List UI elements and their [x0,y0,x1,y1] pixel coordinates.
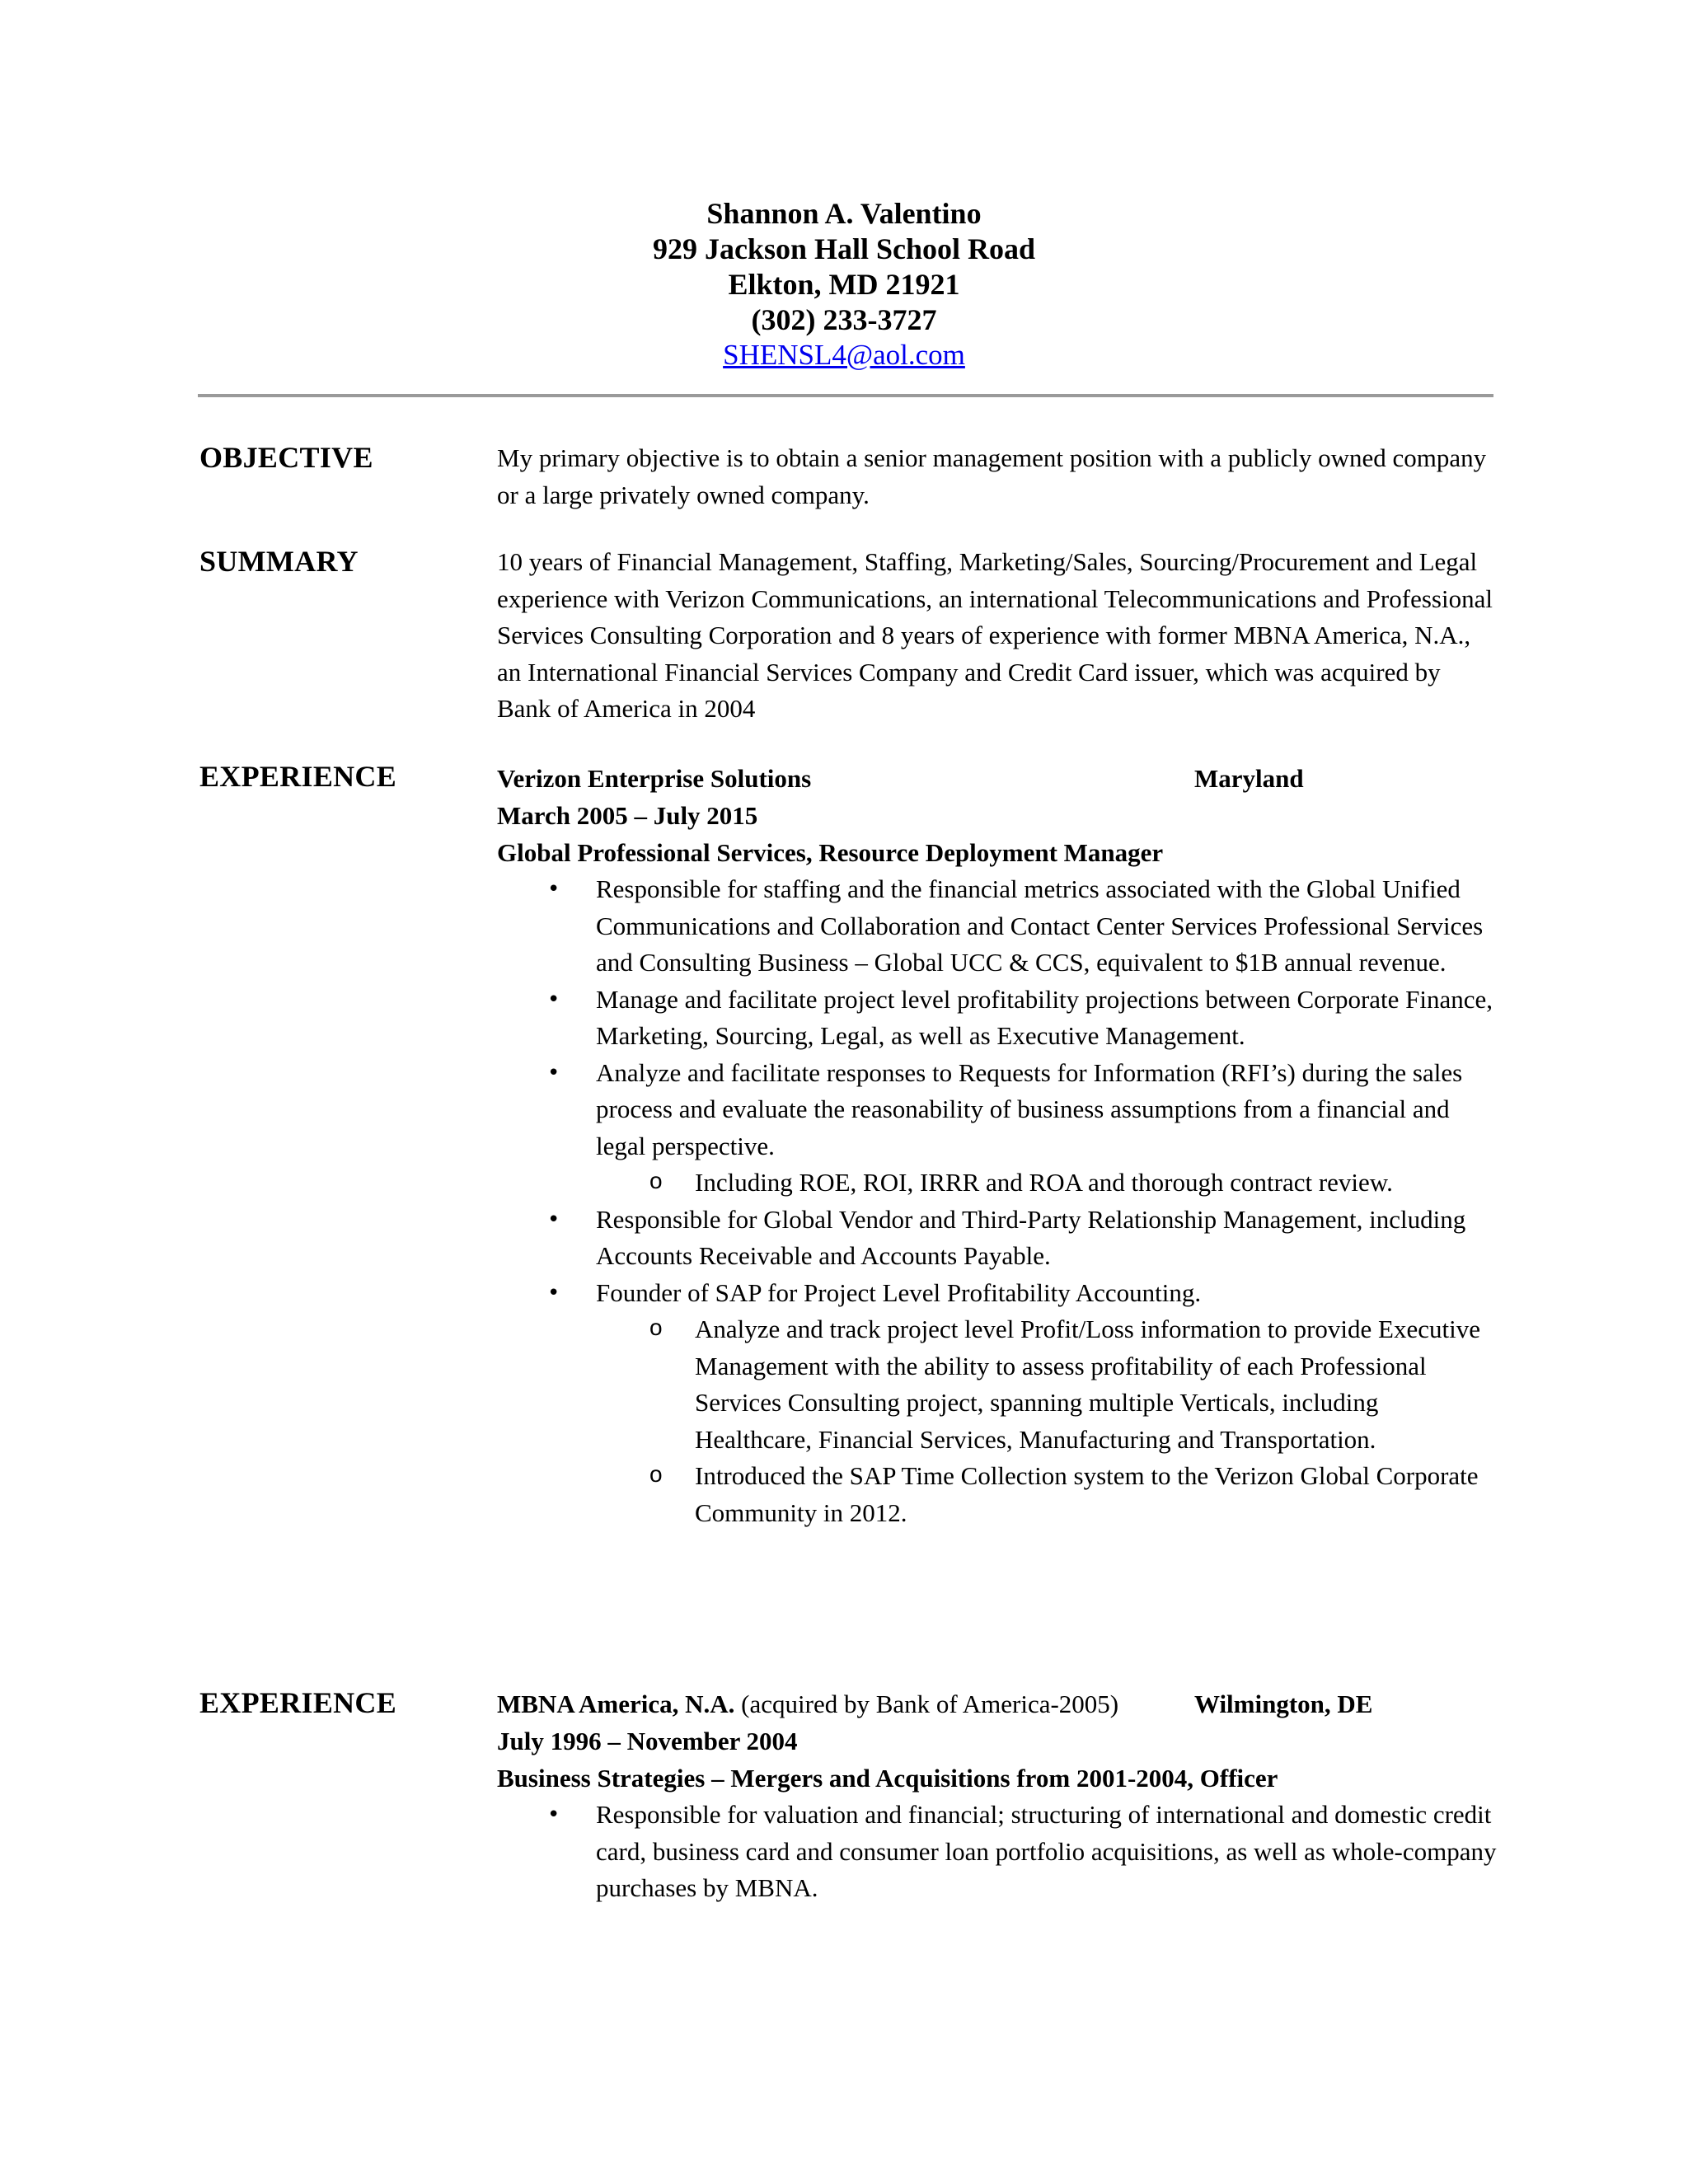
job-company-row [497,1685,1498,1722]
experience-heading-2: EXPERIENCE [199,1686,397,1719]
bullet-icon: • [547,1060,560,1085]
city-state-zip: Elkton, MD 21921 [728,268,960,301]
sub-duty-list [497,1311,1498,1531]
job-company-row [497,760,1498,797]
job-dates: March 2005 – July 2015 [497,801,758,830]
job-title: Global Professional Services, Resource Deployment Manager [497,838,1164,867]
sub-duty-group [497,1165,1498,1202]
phone-number: (302) 233-3727 [751,303,937,336]
job-company: MBNA America, N.A. [497,1690,735,1718]
summary-text: 10 years of Financial Management, Staffing, Marketing/Sales, Sourcing/Procurement and Legal experience with Verizon Communications, an international Telecommunications and Professional Services Consulting Corporation and 8 years of experience with former MBNA America, N.A., an International Financial Services Company and Credit Card issuer, which was acquired by Bank of America in 2004 [497,547,1493,723]
objective-heading: OBJECTIVE [199,441,373,474]
duty-item [497,1055,1498,1165]
applicant-name: Shannon A. Valentino [706,197,982,230]
objective-section [497,440,1498,513]
duty-text: Responsible for Global Vendor and Third-Party Relationship Management, including Accounts Receivable and Accounts Payable. [596,1204,1466,1270]
bullet-icon: • [547,877,560,902]
job-company: Verizon Enterprise Solutions [497,764,812,793]
job-location: Wilmington, DE [1194,1690,1373,1718]
header-divider [198,394,1493,397]
job-title: Business Strategies – Mergers and Acquisitions from 2001-2004, Officer [497,1764,1278,1793]
duty-text: Manage and facilitate project level profitability projections between Corporate Finance, Marketing, Sourcing, Legal, as well as Executive Management. [596,984,1493,1050]
job-dates: July 1996 – November 2004 [497,1727,798,1755]
sub-bullet-icon: o [649,1461,663,1487]
bullet-icon: • [547,1802,560,1827]
sub-duty-text: Introduced the SAP Time Collection system to the Verizon Global Corporate Community in 2012. [695,1461,1479,1527]
duty-text: Founder of SAP for Project Level Profitability Accounting. [596,1277,1202,1307]
duty-item [497,982,1498,1055]
duty-text: Responsible for staffing and the financial metrics associated with the Global Unified Communications and Collaboration and Contact Center Services Professional Services and Consulting Business – Global UCC & CCS, equivalent to $1B annual revenue. [596,874,1484,977]
job-duties-list [497,1797,1498,1907]
summary-heading: SUMMARY [199,545,359,578]
summary-section [497,544,1498,728]
duty-item [497,1202,1498,1275]
sub-duty-item [497,1458,1498,1531]
experience-section-1 [497,760,1498,1531]
duty-item [497,871,1498,982]
bullet-icon: • [547,1280,560,1305]
duty-item [497,1275,1498,1312]
objective-text: My primary objective is to obtain a senior management position with a publicly owned company or a large privately owned company. [497,443,1487,509]
email-link[interactable]: SHENSL4@aol.com [723,339,965,371]
bullet-icon: • [547,987,560,1012]
sub-duty-list [497,1165,1498,1202]
sub-duty-text: Analyze and track project level Profit/Loss information to provide Executive Management with the ability to assess profitability of each Professional Services Consulting project, spanning multiple Verticals, including Healthcare, Financial Services, Manufacturing and Transportation. [695,1315,1480,1454]
bullet-icon: • [547,1207,560,1232]
sub-duty-text: Including ROE, ROI, IRRR and ROA and thorough contract review. [695,1168,1393,1197]
duty-item [497,1797,1498,1907]
job-company-note: (acquired by Bank of America-2005) [741,1690,1119,1718]
sub-bullet-icon: o [649,1315,663,1340]
sub-duty-item [497,1165,1498,1202]
duty-text: Analyze and facilitate responses to Requests for Information (RFI’s) during the sales process and evaluate the reasonability of business assumptions from a financial and legal perspective. [596,1057,1463,1160]
sub-bullet-icon: o [649,1168,663,1193]
job-duties-list [497,871,1498,1531]
duty-text: Responsible for valuation and financial; structuring of international and domestic credit card, business card and consumer loan portfolio acquisitions, as well as whole-company purchases by MBNA. [596,1800,1497,1902]
contact-header [0,196,1688,373]
experience-section-2 [497,1685,1498,1907]
job-location: Maryland [1194,764,1304,793]
experience-heading-1: EXPERIENCE [199,760,397,793]
sub-duty-group [497,1311,1498,1531]
sub-duty-item [497,1311,1498,1458]
street-address: 929 Jackson Hall School Road [652,232,1036,265]
